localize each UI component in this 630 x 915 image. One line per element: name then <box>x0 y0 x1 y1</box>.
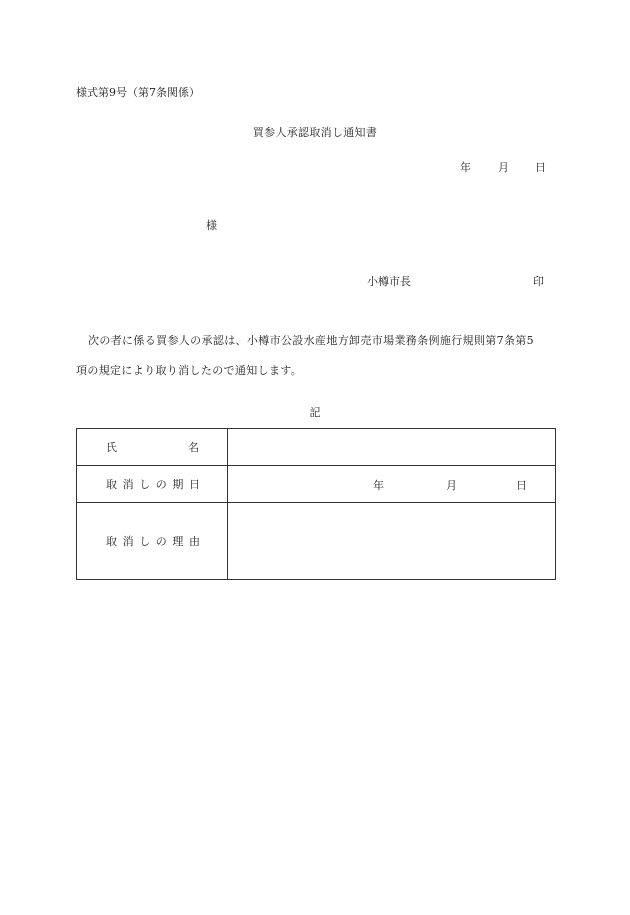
table-row-cancel-date <box>77 466 556 503</box>
addressee-honorific: 様 <box>206 219 217 232</box>
cancel-date-value-cell[interactable] <box>228 466 556 503</box>
label-char: し <box>139 478 151 491</box>
cancel-reason-label-cell <box>77 503 228 580</box>
cancel-date-day: 日 <box>516 479 527 492</box>
label-char: の <box>155 478 167 491</box>
cancel-date-year: 年 <box>373 479 384 492</box>
seal-mark: 印 <box>533 275 544 288</box>
label-char: 消 <box>122 478 134 491</box>
cancel-reason-value-cell[interactable] <box>228 503 556 580</box>
issuer-name: 小樽市長 <box>367 275 411 288</box>
ki-heading: 記 <box>309 406 321 419</box>
label-char: 日 <box>188 478 200 491</box>
label-char: 取 <box>106 535 117 548</box>
body-text-line-1: 次の者に係る買参人の承認は、小樽市公設水産地方卸売市場業務条例施行規則第7条第5 <box>88 334 534 347</box>
label-char: 由 <box>188 535 200 548</box>
document-title: 買参人承認取消し通知書 <box>252 126 378 139</box>
date-month-label: 月 <box>498 161 509 174</box>
label-char: 理 <box>172 535 184 548</box>
cancel-date-month: 月 <box>446 479 457 492</box>
cancel-date-label-cell <box>77 466 228 503</box>
details-table <box>76 428 556 580</box>
form-number: 様式第9号（第7条関係） <box>76 86 200 99</box>
name-label-cell <box>77 429 228 466</box>
label-char: 氏 <box>106 441 117 454</box>
name-value-cell[interactable] <box>228 429 556 466</box>
label-char: 消 <box>122 535 134 548</box>
date-day-label: 日 <box>535 161 546 174</box>
body-text-line-2: 項の規定により取り消したので通知します。 <box>76 364 303 377</box>
label-char: し <box>139 535 151 548</box>
table-row-cancel-reason <box>77 503 556 580</box>
table-row-name <box>77 429 556 466</box>
date-year-label: 年 <box>460 161 471 174</box>
label-char: 取 <box>106 478 117 491</box>
label-char: 名 <box>188 441 199 454</box>
label-char: 期 <box>172 478 184 491</box>
label-char: の <box>155 535 167 548</box>
